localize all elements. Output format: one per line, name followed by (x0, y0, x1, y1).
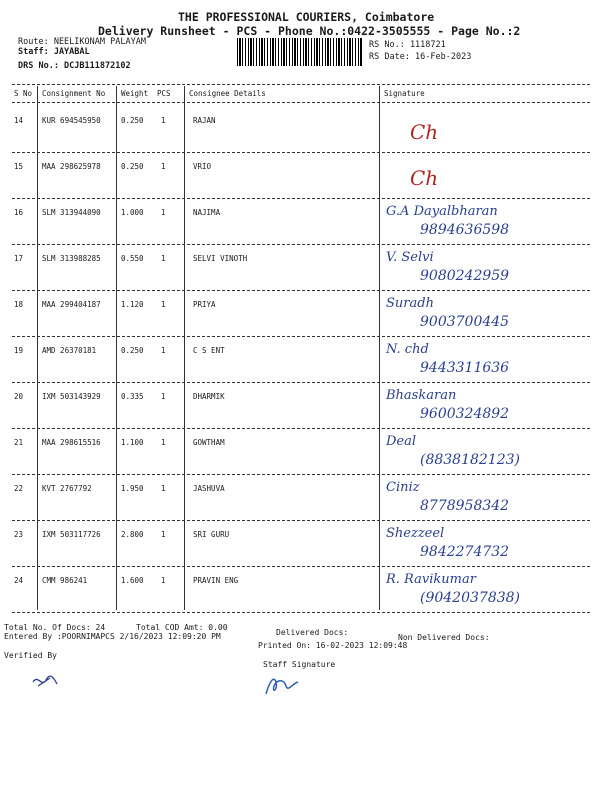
row-weight: 0.250 (121, 116, 144, 125)
row-consignee: C S ENT (193, 346, 225, 355)
row-signature-phone: (9042037838) (420, 590, 520, 606)
row-pcs: 1 (161, 576, 166, 585)
row-pcs: 1 (161, 162, 166, 171)
row-consignee: GOWTHAM (193, 438, 225, 447)
row-consignee: SRI GURU (193, 530, 230, 539)
row-signature: N. chd (386, 342, 429, 357)
row-signature-phone: 9003700445 (420, 314, 510, 330)
staff-label: Staff: JAYABAL (18, 47, 90, 57)
row-consignment-no: SLM 313944090 (42, 208, 101, 217)
row-pcs: 1 (161, 116, 166, 125)
row-consignee: VRIO (193, 162, 212, 171)
row-signature: Suradh (386, 296, 434, 311)
column-divider (116, 86, 117, 610)
row-weight: 1.000 (121, 208, 144, 217)
row-separator (12, 566, 590, 567)
row-pcs: 1 (161, 254, 166, 263)
row-separator (12, 428, 590, 429)
row-weight: 0.550 (121, 254, 144, 263)
row-consignment-no: AMD 26370181 (42, 346, 97, 355)
row-consignee: PRAVIN ENG (193, 576, 239, 585)
row-weight: 0.250 (121, 162, 144, 171)
col-header-consignee: Consignee Details (189, 89, 266, 98)
row-signature: Ch (410, 120, 439, 144)
runsheet-subtitle: Delivery Runsheet - PCS - Phone No.:0422-3505555 - Page No.:2 (98, 24, 521, 38)
row-weight: 1.600 (121, 576, 144, 585)
verifier-signature-mark (30, 672, 60, 692)
row-consignee: JASHUVA (193, 484, 225, 493)
row-signature-phone: 8778958342 (420, 498, 510, 514)
row-separator (12, 198, 590, 199)
row-signature-phone: 9842274732 (420, 544, 510, 560)
col-header-sno: S No (14, 89, 33, 98)
col-header-pcs: PCS (157, 89, 171, 98)
row-sno: 19 (14, 346, 24, 355)
row-signature: Ciniz (386, 480, 420, 495)
row-pcs: 1 (161, 438, 166, 447)
row-signature: G.A Dayalbharan (386, 204, 498, 219)
row-consignment-no: MAA 298615516 (42, 438, 101, 447)
row-signature-phone: 9443311636 (420, 360, 510, 376)
verified-by: Verified By (4, 651, 57, 660)
row-consignment-no: SLM 313988285 (42, 254, 101, 263)
row-sno: 20 (14, 392, 24, 401)
row-pcs: 1 (161, 530, 166, 539)
row-signature-phone: (8838182123) (420, 452, 520, 468)
row-sno: 16 (14, 208, 24, 217)
row-weight: 1.120 (121, 300, 144, 309)
row-consignment-no: IXM 503117726 (42, 530, 101, 539)
non-delivered-docs: Non Delivered Docs: (398, 633, 490, 642)
row-separator (12, 152, 590, 153)
printed-on: Printed On: 16-02-2023 12:09:48 (258, 641, 408, 650)
row-sno: 22 (14, 484, 24, 493)
col-header-signature: Signature (384, 89, 425, 98)
row-separator (12, 244, 590, 245)
column-divider (184, 86, 185, 610)
row-consignment-no: KUR 694545950 (42, 116, 101, 125)
total-docs: Total No. Of Docs: 24 (4, 623, 106, 632)
row-consignee: RAJAN (193, 116, 216, 125)
row-consignee: NAJIMA (193, 208, 221, 217)
delivered-docs: Delivered Docs: (276, 628, 349, 637)
row-signature: Bhaskaran (386, 388, 457, 403)
drs-number: DRS No.: DCJB111872102 (18, 61, 131, 71)
row-pcs: 1 (161, 208, 166, 217)
entered-by: Entered By :POORNIMAPCS 2/16/2023 12:09:20 PM (4, 632, 221, 641)
row-sno: 18 (14, 300, 24, 309)
table-header-rule (12, 102, 590, 103)
row-consignee: SELVI VINOTH (193, 254, 248, 263)
row-signature-phone: 9894636598 (420, 222, 510, 238)
company-title: THE PROFESSIONAL COURIERS, Coimbatore (178, 10, 435, 24)
row-sno: 23 (14, 530, 24, 539)
row-pcs: 1 (161, 484, 166, 493)
row-weight: 1.100 (121, 438, 144, 447)
row-consignee: DHARMIK (193, 392, 225, 401)
row-consignment-no: MAA 298625978 (42, 162, 101, 171)
rs-number: RS No.: 1118721 (369, 40, 446, 50)
row-consignee: PRIYA (193, 300, 216, 309)
row-signature-phone: 9600324892 (420, 406, 510, 422)
row-signature-phone: 9080242959 (420, 268, 510, 284)
row-separator (12, 336, 590, 337)
column-divider (37, 86, 38, 610)
row-sno: 21 (14, 438, 24, 447)
total-cod: Total COD Amt: 0.00 (136, 623, 228, 632)
table-top-rule (12, 84, 590, 85)
route-label: Route: NEELIKONAM PALAYAM (18, 37, 146, 47)
column-divider (379, 86, 380, 610)
row-consignment-no: MAA 299404187 (42, 300, 101, 309)
row-weight: 2.800 (121, 530, 144, 539)
staff-signature-label: Staff Signature (263, 660, 336, 669)
rs-date: RS Date: 16-Feb-2023 (369, 52, 472, 62)
row-signature: Deal (386, 434, 417, 449)
row-consignment-no: IXM 503143929 (42, 392, 101, 401)
row-weight: 0.335 (121, 392, 144, 401)
row-pcs: 1 (161, 300, 166, 309)
barcode-image (237, 38, 363, 66)
row-signature: Ch (410, 166, 439, 190)
row-signature: Shezzeel (386, 526, 445, 541)
row-separator (12, 474, 590, 475)
row-weight: 1.950 (121, 484, 144, 493)
row-signature: R. Ravikumar (386, 572, 476, 587)
col-header-consignment: Consignment No (42, 89, 106, 98)
row-separator (12, 382, 590, 383)
row-signature: V. Selvi (386, 250, 434, 265)
row-sno: 15 (14, 162, 24, 171)
col-header-weight: Weight (121, 89, 149, 98)
row-pcs: 1 (161, 346, 166, 355)
row-separator (12, 290, 590, 291)
row-sno: 14 (14, 116, 24, 125)
row-sno: 24 (14, 576, 24, 585)
row-sno: 17 (14, 254, 24, 263)
row-weight: 0.250 (121, 346, 144, 355)
row-consignment-no: CMM 986241 (42, 576, 88, 585)
row-pcs: 1 (161, 392, 166, 401)
row-separator (12, 520, 590, 521)
table-bottom-rule (12, 612, 590, 613)
row-consignment-no: KVT 2767792 (42, 484, 92, 493)
staff-signature-mark (262, 672, 302, 698)
